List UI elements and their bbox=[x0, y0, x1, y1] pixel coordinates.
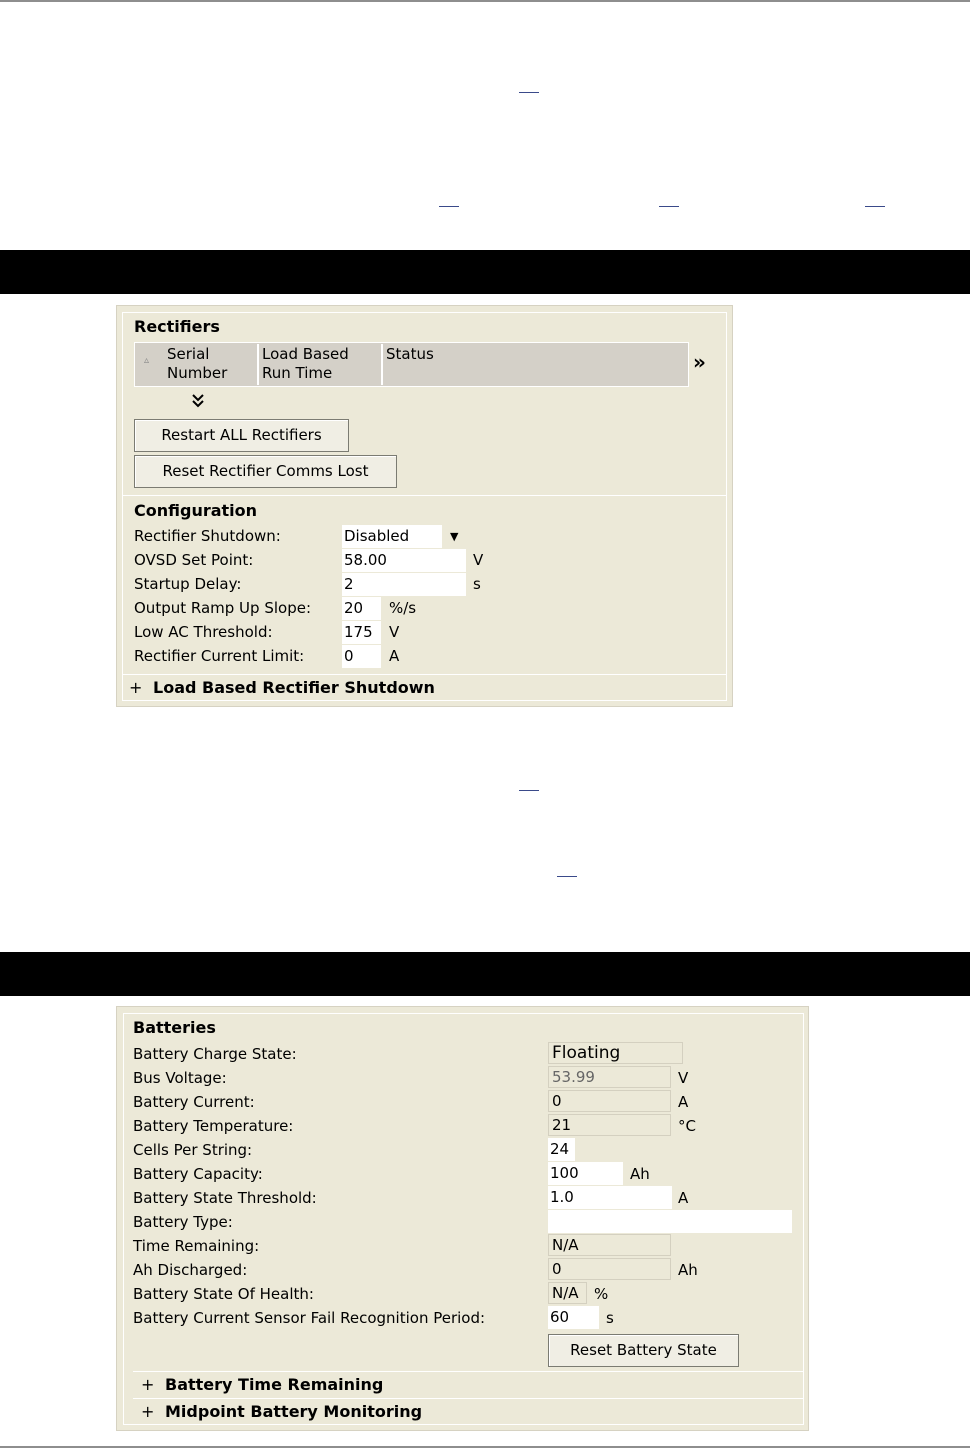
footnote-link[interactable] bbox=[519, 790, 539, 791]
battery-type-label: Battery Type: bbox=[133, 1213, 233, 1231]
rectifier-current-limit-label: Rectifier Current Limit: bbox=[134, 647, 305, 665]
configuration-title: Configuration bbox=[134, 501, 258, 520]
batteries-panel bbox=[116, 1006, 809, 1431]
more-columns-icon[interactable]: » bbox=[693, 350, 706, 374]
time-remaining-value: N/A bbox=[548, 1234, 671, 1256]
rectifiers-title: Rectifiers bbox=[134, 317, 220, 336]
ah-discharged-value: 0 bbox=[548, 1258, 671, 1280]
ah-discharged-unit: Ah bbox=[678, 1261, 698, 1279]
section-divider bbox=[123, 495, 726, 496]
expand-rows-icon[interactable] bbox=[192, 394, 204, 408]
expand-plus-icon: + bbox=[141, 1375, 155, 1394]
reset-rectifier-comms-lost-button[interactable]: Reset Rectifier Comms Lost bbox=[134, 455, 397, 488]
rectifier-current-limit-input[interactable]: 0 bbox=[342, 645, 381, 668]
battery-state-threshold-input[interactable]: 1.0 bbox=[548, 1186, 672, 1209]
expand-plus-icon: + bbox=[141, 1402, 155, 1421]
battery-state-threshold-unit: A bbox=[678, 1189, 689, 1207]
battery-time-remaining-section[interactable] bbox=[133, 1371, 803, 1398]
startup-delay-unit: s bbox=[473, 575, 481, 593]
battery-current-value: 0 bbox=[548, 1090, 671, 1112]
rectifier-current-limit-unit: A bbox=[389, 647, 400, 665]
battery-charge-state-value: Floating bbox=[548, 1042, 683, 1064]
time-remaining-label: Time Remaining: bbox=[133, 1237, 260, 1255]
ovsd-set-point-input[interactable]: 58.00 bbox=[342, 549, 466, 572]
section-header-bar bbox=[0, 952, 970, 996]
startup-delay-input[interactable]: 2 bbox=[342, 573, 466, 596]
cells-per-string-label: Cells Per String: bbox=[133, 1141, 253, 1159]
sensor-fail-period-unit: s bbox=[606, 1309, 614, 1327]
output-ramp-unit: %/s bbox=[389, 599, 417, 617]
expand-plus-icon: + bbox=[129, 678, 143, 697]
bottom-rule bbox=[0, 1446, 970, 1448]
batteries-title: Batteries bbox=[133, 1018, 216, 1037]
sensor-fail-period-label: Battery Current Sensor Fail Recognition Period: bbox=[133, 1309, 486, 1327]
reset-battery-state-button[interactable]: Reset Battery State bbox=[548, 1334, 739, 1367]
midpoint-battery-monitoring-section[interactable] bbox=[133, 1398, 803, 1425]
battery-capacity-input[interactable]: 100 bbox=[548, 1162, 623, 1185]
load-based-rectifier-shutdown-section[interactable] bbox=[123, 674, 726, 701]
battery-capacity-label: Battery Capacity: bbox=[133, 1165, 263, 1183]
footnote-link[interactable] bbox=[557, 876, 577, 877]
battery-current-label: Battery Current: bbox=[133, 1093, 255, 1111]
bus-voltage-label: Bus Voltage: bbox=[133, 1069, 227, 1087]
midpoint-battery-monitoring-label: Midpoint Battery Monitoring bbox=[165, 1402, 423, 1421]
battery-soh-unit: % bbox=[594, 1285, 609, 1303]
startup-delay-label: Startup Delay: bbox=[134, 575, 242, 593]
battery-state-threshold-label: Battery State Threshold: bbox=[133, 1189, 317, 1207]
rectifier-shutdown-label: Rectifier Shutdown: bbox=[134, 527, 281, 545]
battery-charge-state-label: Battery Charge State: bbox=[133, 1045, 297, 1063]
battery-capacity-unit: Ah bbox=[630, 1165, 650, 1183]
output-ramp-input[interactable]: 20 bbox=[342, 597, 381, 620]
rectifier-shutdown-select[interactable]: Disabled bbox=[342, 525, 442, 548]
low-ac-threshold-unit: V bbox=[389, 623, 400, 641]
sort-ascending-icon[interactable]: ▵ bbox=[144, 355, 150, 366]
bus-voltage-value: 53.99 bbox=[548, 1066, 671, 1088]
output-ramp-label: Output Ramp Up Slope: bbox=[134, 599, 311, 617]
battery-current-unit: A bbox=[678, 1093, 689, 1111]
rectifier-grid-header bbox=[134, 342, 689, 387]
ovsd-unit: V bbox=[473, 551, 484, 569]
rectifiers-panel bbox=[116, 305, 733, 707]
footnote-link[interactable] bbox=[519, 92, 539, 93]
ah-discharged-label: Ah Discharged: bbox=[133, 1261, 248, 1279]
battery-temperature-value: 21 bbox=[548, 1114, 671, 1136]
footnote-link[interactable] bbox=[659, 206, 679, 207]
dropdown-arrow-icon[interactable]: ▼ bbox=[450, 530, 459, 543]
restart-all-rectifiers-button[interactable]: Restart ALL Rectifiers bbox=[134, 419, 349, 452]
footnote-link[interactable] bbox=[439, 206, 459, 207]
ovsd-set-point-label: OVSD Set Point: bbox=[134, 551, 254, 569]
section-header-bar bbox=[0, 250, 970, 294]
battery-type-input[interactable] bbox=[548, 1210, 792, 1233]
col-serial-number[interactable]: Serial Number bbox=[167, 345, 228, 382]
battery-temperature-label: Battery Temperature: bbox=[133, 1117, 294, 1135]
low-ac-threshold-label: Low AC Threshold: bbox=[134, 623, 273, 641]
battery-temperature-unit: °C bbox=[678, 1117, 696, 1135]
load-based-rectifier-shutdown-label: Load Based Rectifier Shutdown bbox=[153, 678, 435, 697]
footnote-link[interactable] bbox=[865, 206, 885, 207]
low-ac-threshold-input[interactable]: 175 bbox=[342, 621, 381, 644]
col-status[interactable]: Status bbox=[386, 345, 434, 363]
battery-soh-value: N/A bbox=[548, 1282, 587, 1304]
sensor-fail-period-input[interactable]: 60 bbox=[548, 1306, 599, 1329]
cells-per-string-input[interactable]: 24 bbox=[548, 1138, 575, 1161]
battery-time-remaining-label: Battery Time Remaining bbox=[165, 1375, 384, 1394]
battery-soh-label: Battery State Of Health: bbox=[133, 1285, 314, 1303]
bus-voltage-unit: V bbox=[678, 1069, 689, 1087]
top-rule bbox=[0, 0, 970, 2]
col-load-based-run-time[interactable]: Load Based Run Time bbox=[262, 345, 349, 382]
